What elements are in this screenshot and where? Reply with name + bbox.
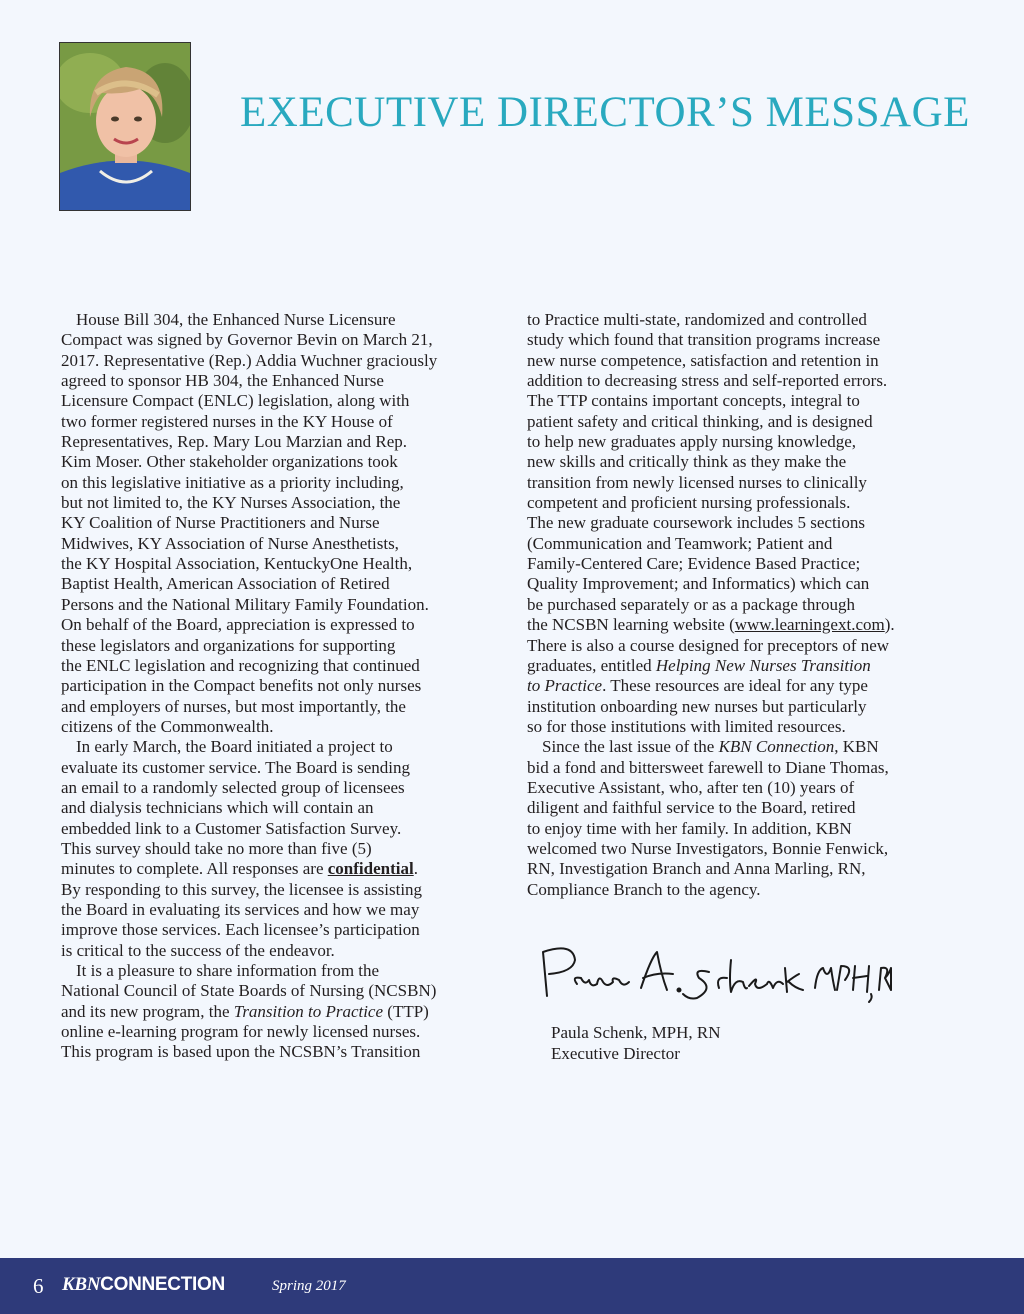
logo-kbn: KBN [62, 1274, 101, 1295]
text-line: so for those institutions with limited resources. [527, 716, 846, 736]
course-title: Helping New Nurses Transition [655, 655, 871, 675]
handwritten-signature [533, 938, 893, 1014]
text-segment: . These resources are ideal for any type [602, 676, 868, 696]
publication-logo [62, 1274, 225, 1296]
text-line: This program is based upon the NCSBN’s Transition [61, 1042, 421, 1062]
text-segment: (TTP) [383, 1001, 429, 1021]
text-line: the Board in evaluating its services and how we may [61, 899, 420, 919]
text-line: Family-Centered Care; Evidence Based Practice; [527, 554, 861, 574]
text-segment: minutes to complete. All responses are [61, 859, 328, 879]
text-line: is critical to the success of the endeavor. [61, 940, 335, 960]
text-line: On behalf of the Board, appreciation is expressed to [61, 615, 415, 635]
text-line: Baptist Health, American Association of Retired [61, 574, 390, 594]
text-line: Representatives, Rep. Mary Lou Marzian and Rep. [61, 432, 408, 452]
text-line: Kim Moser. Other stakeholder organizations took [61, 452, 398, 472]
text-line: 2017. Representative (Rep.) Addia Wuchner graciously [61, 350, 438, 370]
text-line: to help new graduates apply nursing knowledge, [527, 432, 857, 452]
author-photo [59, 42, 191, 211]
text-line: welcomed two Nurse Investigators, Bonnie Fenwick, [527, 838, 889, 858]
text-segment: . [413, 859, 418, 879]
text-line: and dialysis technicians which will contain an [61, 798, 374, 818]
text-segment: and its new program, the [61, 1001, 234, 1021]
text-line: Persons and the National Military Family Foundation. [61, 594, 429, 614]
article-column-left [61, 310, 501, 1063]
text-line: to Practice multi-state, randomized and controlled [527, 310, 867, 329]
text-line: and employers of nurses, but most importantly, the [61, 696, 406, 716]
text-line: diligent and faithful service to the Board, retired [527, 798, 856, 818]
text-line: competent and proficient nursing professionals. [527, 493, 851, 513]
text-line: Quality Improvement; and Informatics) which can [527, 574, 870, 594]
text-line: Executive Assistant, who, after ten (10) years of [527, 777, 855, 797]
text-line: (Communication and Teamwork; Patient and [527, 533, 833, 553]
text-line: transition from newly licensed nurses to clinically [527, 472, 867, 492]
text-line: on this legislative initiative as a priority including, [61, 472, 404, 492]
text-line: This survey should take no more than five (5) [61, 838, 372, 858]
text-line: National Council of State Boards of Nursing (NCSBN) [61, 981, 437, 1001]
text-line: bid a fond and bittersweet farewell to Diane Thomas, [527, 757, 889, 777]
text-line: but not limited to, the KY Nurses Association, the [61, 493, 401, 513]
website-link[interactable]: www.learningext.com [734, 615, 885, 635]
text-line [61, 859, 501, 879]
text-line: Compact was signed by Governor Bevin on March 21, [61, 330, 433, 350]
issue-label: Spring 2017 [272, 1278, 346, 1294]
text-segment: the NCSBN learning website ( [527, 615, 735, 635]
text-line: evaluate its customer service. The Board is sending [61, 757, 411, 777]
text-line [61, 1002, 501, 1022]
text-line: Compliance Branch to the agency. [527, 879, 761, 899]
text-line [527, 615, 967, 635]
text-line: institution onboarding new nurses but particularly [527, 696, 867, 716]
text-line [527, 737, 967, 757]
publication-title: KBN Connection [718, 737, 835, 757]
text-line: patient safety and critical thinking, and is designed [527, 411, 873, 431]
text-segment: , KBN [834, 737, 879, 757]
text-line: There is also a course designed for preceptors of new [527, 635, 890, 655]
text-line: The TTP contains important concepts, integral to [527, 391, 860, 411]
article-column-right [527, 310, 967, 900]
text-line: the KY Hospital Association, KentuckyOne Health, [61, 554, 413, 574]
text-line [527, 656, 967, 676]
text-line: KY Coalition of Nurse Practitioners and Nurse [61, 513, 380, 533]
text-line: embedded link to a Customer Satisfaction Survey. [61, 818, 402, 838]
text-line: these legislators and organizations for supporting [61, 635, 396, 655]
text-line: addition to decreasing stress and self-reported errors. [527, 371, 888, 391]
text-line: It is a pleasure to share information from the [76, 961, 380, 980]
text-line: participation in the Compact benefits not only nurses [61, 676, 422, 696]
course-title: to Practice [527, 676, 603, 696]
text-line: agreed to sponsor HB 304, the Enhanced Nurse [61, 371, 384, 391]
text-line: citizens of the Commonwealth. [61, 716, 274, 736]
text-segment: graduates, entitled [527, 655, 656, 675]
text-line: The new graduate coursework includes 5 sections [527, 513, 865, 533]
text-line: improve those services. Each licensee’s participation [61, 920, 420, 940]
text-line: an email to a randomly selected group of licensees [61, 777, 405, 797]
text-line: to enjoy time with her family. In addition, KBN [527, 818, 852, 838]
text-segment: ). [884, 615, 895, 635]
logo-connection: CONNECTION [100, 1274, 225, 1295]
text-line: In early March, the Board initiated a project to [76, 737, 393, 757]
text-line: House Bill 304, the Enhanced Nurse Licensure [76, 310, 396, 329]
text-line: Midwives, KY Association of Nurse Anesthetists, [61, 533, 399, 553]
text-line: By responding to this survey, the licensee is assisting [61, 879, 423, 899]
signature-block [551, 1023, 721, 1064]
page-title: EXECUTIVE DIRECTOR’S MESSAGE [240, 89, 970, 136]
text-line: be purchased separately or as a package through [527, 594, 856, 614]
author-portrait-illustration [60, 43, 190, 210]
text-line: RN, Investigation Branch and Anna Marling, RN, [527, 859, 866, 879]
page-number: 6 [33, 1274, 44, 1298]
text-line [527, 676, 967, 696]
signer-role: Executive Director [551, 1043, 680, 1063]
text-line: Licensure Compact (ENLC) legislation, along with [61, 391, 410, 411]
text-line: new skills and critically think as they make the [527, 452, 847, 472]
signer-name: Paula Schenk, MPH, RN [551, 1023, 721, 1042]
text-line: study which found that transition programs increase [527, 330, 881, 350]
text-line: the ENLC legislation and recognizing that continued [61, 655, 420, 675]
text-line: new nurse competence, satisfaction and retention in [527, 350, 879, 370]
program-title: Transition to Practice [233, 1001, 384, 1021]
confidential-emphasis: confidential [327, 859, 414, 879]
page-footer [0, 1258, 1024, 1314]
text-segment: Since the last issue of the [542, 737, 719, 757]
text-line: online e-learning program for newly licensed nurses. [61, 1022, 421, 1042]
text-line: two former registered nurses in the KY House of [61, 411, 393, 431]
